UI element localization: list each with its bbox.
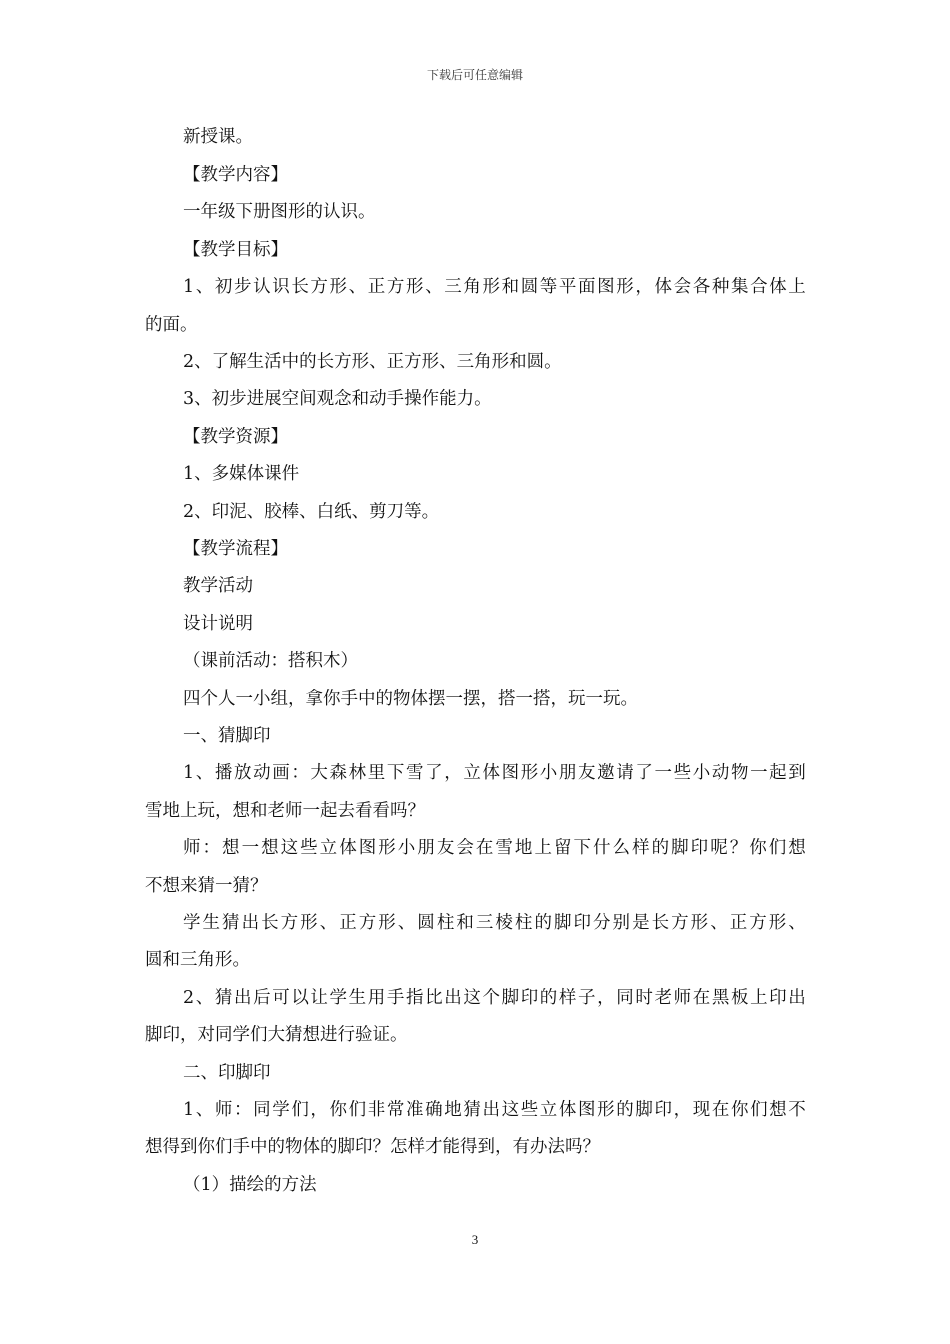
text-line: 1、多媒体课件 [183,464,300,484]
text-line: 教学活动 [183,576,253,596]
page-header-note: 下载后可任意编辑 [426,68,523,82]
text-line: 不想来猜一猜？ [145,876,268,896]
text-line: 一年级下册图形的认识。 [183,202,376,222]
subsection-heading: 一、猜脚印 [183,726,271,746]
text-line: 学生猜出长方形、正方形、圆柱和三棱柱的脚印分别是长方形、正方形、 [183,913,806,933]
text-line: （课前活动：搭积木） [183,651,358,671]
section-heading: 【教学资源】 [183,427,288,447]
subsection-heading: 二、印脚印 [183,1063,271,1083]
text-line: 想得到你们手中的物体的脚印？怎样才能得到，有办法吗？ [145,1137,600,1157]
section-heading: 【教学流程】 [183,539,288,559]
text-line: 的面。 [145,315,198,335]
text-line: 新授课。 [183,127,253,147]
text-line: 1、初步认识长方形、正方形、三角形和圆等平面图形，体会各种集合体上 [183,277,806,297]
text-line: 2、猜出后可以让学生用手指比出这个脚印的样子，同时老师在黑板上印出 [183,988,806,1008]
text-line: 设计说明 [183,614,253,634]
text-line: 3、初步进展空间观念和动手操作能力。 [183,389,492,409]
section-heading: 【教学内容】 [183,165,288,185]
section-heading: 【教学目标】 [183,240,288,260]
text-line: 2、印泥、胶棒、白纸、剪刀等。 [183,502,440,522]
text-line: 脚印，对同学们大猜想进行验证。 [145,1025,408,1045]
text-line: 1、师：同学们，你们非常准确地猜出这些立体图形的脚印，现在你们想不 [183,1100,806,1120]
text-line: 四个人一小组，拿你手中的物体摆一摆，搭一搭，玩一玩。 [183,689,638,709]
text-line: 2、了解生活中的长方形、正方形、三角形和圆。 [183,352,562,372]
text-line: 1、播放动画：大森林里下雪了，立体图形小朋友邀请了一些小动物一起到 [183,763,806,783]
text-line: （1）描绘的方法 [183,1175,317,1195]
text-line: 圆和三角形。 [145,950,250,970]
text-line: 雪地上玩，想和老师一起去看看吗？ [145,801,425,821]
page-number: 3 [471,1232,479,1247]
text-line: 师：想一想这些立体图形小朋友会在雪地上留下什么样的脚印呢？你们想 [183,838,806,858]
